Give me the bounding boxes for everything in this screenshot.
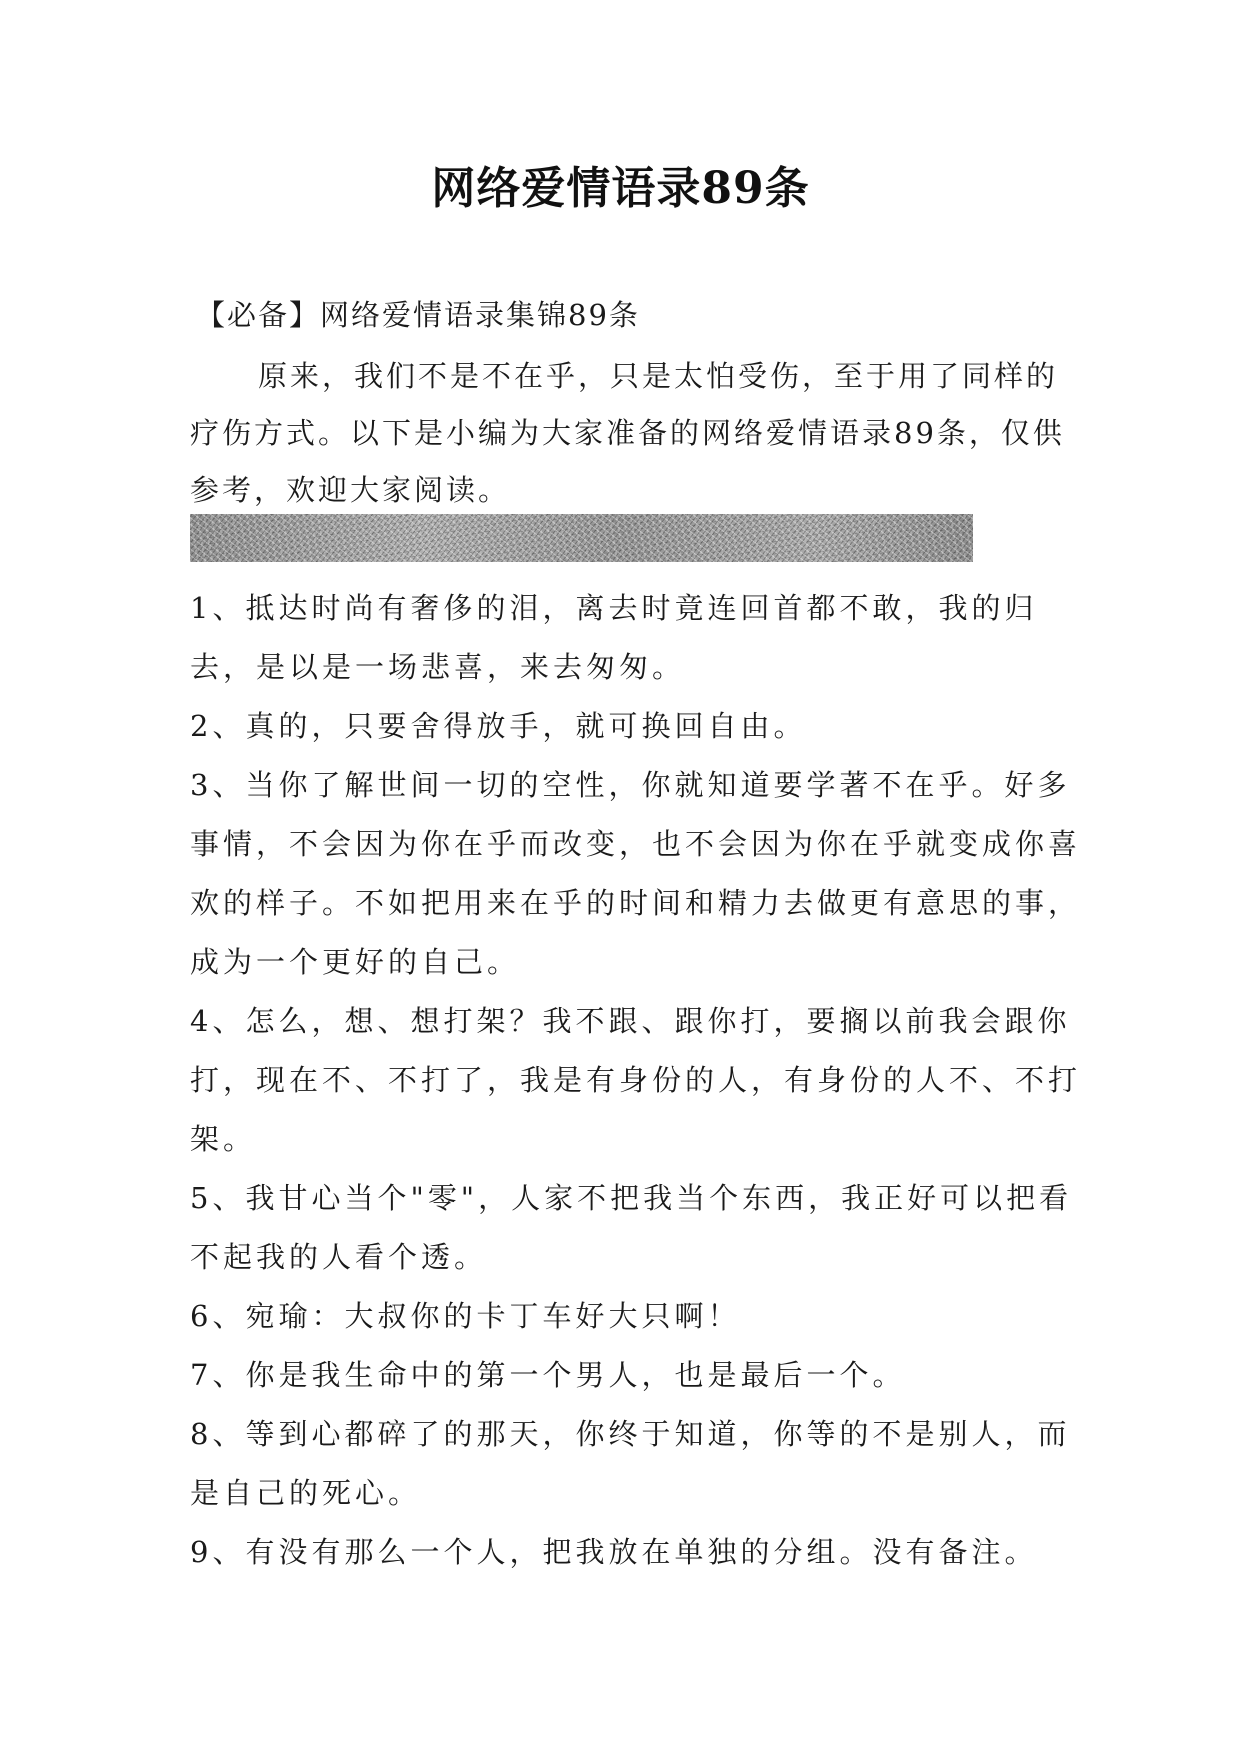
list-item: 2、真的，只要舍得放手，就可换回自由。 xyxy=(190,709,807,743)
page-title: 网络爱情语录89条 xyxy=(431,163,810,214)
intro-paragraph: 原来，我们不是不在乎，只是太怕受伤，至于用了同样的疗伤方式。以下是小编为大家准备的网络爱情语录89条，仅供参考，欢迎大家阅读。 xyxy=(190,359,1065,507)
list-item: 9、有没有那么一个人，把我放在单独的分组。没有备注。 xyxy=(190,1535,1038,1569)
list-item: 1、抵达时尚有奢侈的泪，离去时竟连回首都不敢，我的归去，是以是一场悲喜，来去匆匆。 xyxy=(190,591,1038,684)
list-item: 5、我甘心当个"零"，人家不把我当个东西，我正好可以把看不起我的人看个透。 xyxy=(190,1181,1073,1274)
document-subtitle: 【必备】网络爱情语录集锦89条 xyxy=(196,298,640,332)
decorative-texture-image xyxy=(190,514,973,562)
list-item: 8、等到心都碎了的那天，你终于知道，你等的不是别人，而是自己的死心。 xyxy=(190,1417,1071,1510)
list-item: 7、你是我生命中的第一个男人，也是最后一个。 xyxy=(190,1358,906,1392)
quote-list xyxy=(190,579,1090,1582)
list-item: 3、当你了解世间一切的空性，你就知道要学著不在乎。好多事情，不会因为你在乎而改变，也不会因为你在乎就变成你喜欢的样子。不如把用来在乎的时间和精力去做更有意思的事，成为一个更好的自己。 xyxy=(190,768,1082,979)
list-item: 6、宛瑜：大叔你的卡丁车好大只啊！ xyxy=(190,1299,741,1333)
list-item: 4、怎么，想、想打架？我不跟、跟你打，要搁以前我会跟你打，现在不、不打了，我是有身份的人，有身份的人不、不打架。 xyxy=(190,1004,1082,1156)
